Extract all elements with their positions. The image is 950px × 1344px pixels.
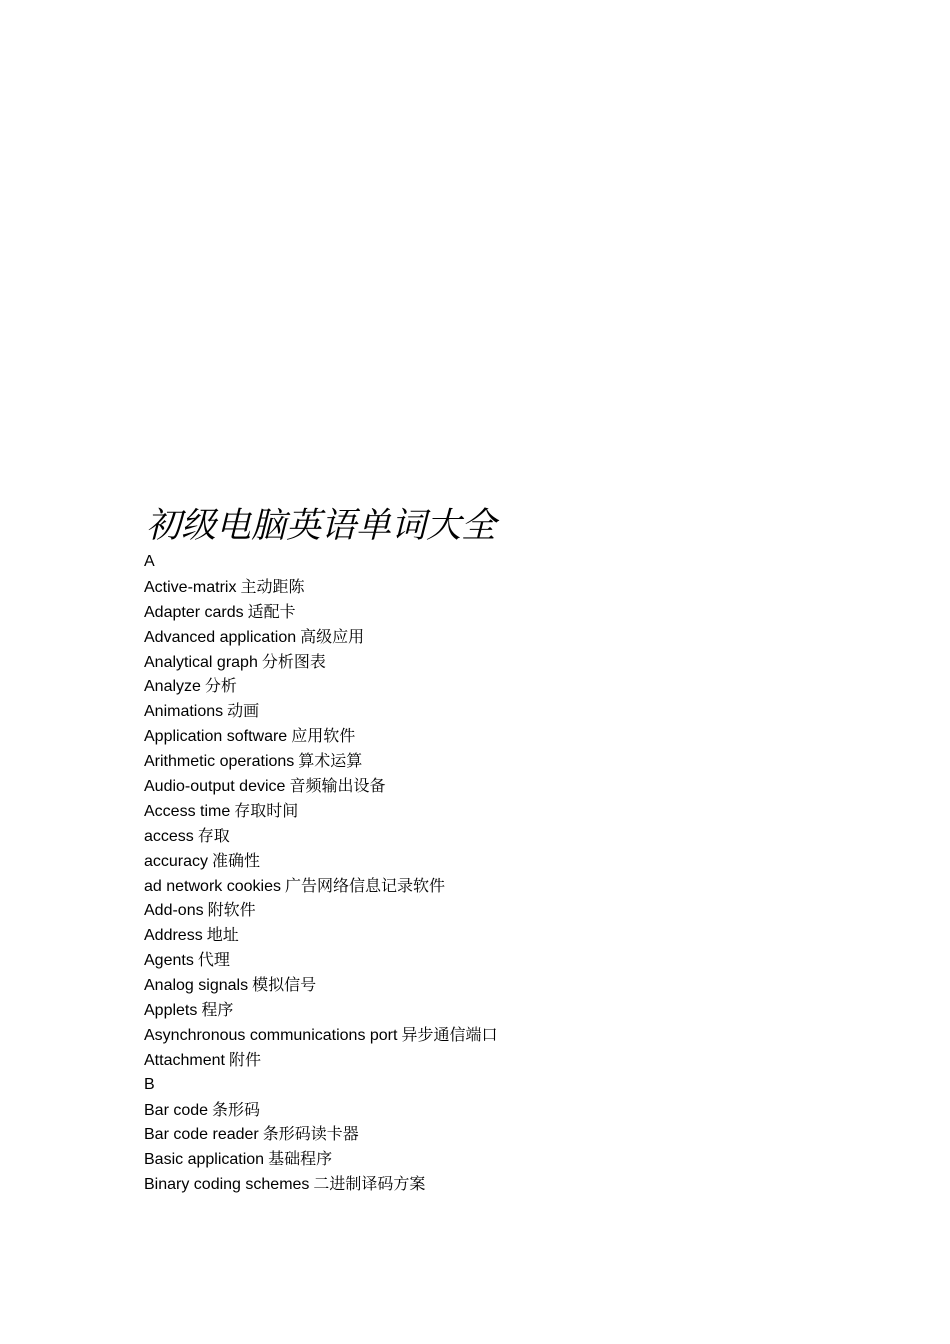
entry-english: Arithmetic operations: [144, 753, 295, 771]
vocabulary-entry: [144, 724, 497, 749]
entry-english: Analog signals: [144, 977, 249, 995]
entry-chinese: 高级应用: [300, 626, 365, 646]
entry-chinese: 算术运算: [298, 751, 363, 771]
vocabulary-entry: [144, 998, 497, 1023]
entry-english: accuracy: [144, 852, 209, 870]
vocabulary-entry: [144, 799, 497, 824]
entry-english: Basic application: [144, 1151, 265, 1169]
entry-english: Active-matrix: [144, 578, 237, 596]
entry-english: Animations: [144, 703, 224, 721]
vocabulary-entry: [144, 674, 497, 699]
entry-english: Advanced application: [144, 628, 297, 646]
entry-english: Application software: [144, 728, 288, 746]
entry-english: Analytical graph: [144, 653, 258, 671]
entry-english: Add-ons: [144, 902, 204, 920]
entry-english: Access time: [144, 802, 231, 820]
page-title: 初级电脑英语单词大全: [146, 506, 497, 546]
entry-chinese: 附件: [228, 1049, 261, 1069]
entry-chinese: 存取: [197, 825, 230, 845]
entry-chinese: 代理: [197, 950, 230, 970]
vocabulary-entry: [144, 1172, 497, 1197]
vocabulary-entry: [144, 1023, 497, 1048]
entry-chinese: 二进制译码方案: [313, 1174, 426, 1194]
vocabulary-entry: [144, 699, 497, 724]
vocabulary-entry: [144, 774, 497, 799]
entry-chinese: 适配卡: [247, 601, 296, 621]
section-letter: [144, 550, 497, 575]
vocabulary-entry: [144, 1147, 497, 1172]
vocabulary-entry: [144, 1048, 497, 1073]
entry-english: Binary coding schemes: [144, 1176, 310, 1194]
vocabulary-entry: [144, 824, 497, 849]
entry-chinese: 异步通信端口: [401, 1024, 498, 1044]
entry-english: Agents: [144, 952, 194, 970]
entry-english: A: [144, 553, 155, 570]
entry-english: Bar code: [144, 1101, 209, 1119]
entry-chinese: 存取时间: [234, 800, 299, 820]
vocabulary-entry: [144, 650, 497, 675]
entry-chinese: 程序: [201, 1000, 234, 1020]
vocabulary-entry: [144, 749, 497, 774]
vocabulary-entry: [144, 575, 497, 600]
entry-chinese: 条形码读卡器: [262, 1124, 359, 1144]
vocabulary-entry: [144, 600, 497, 625]
entry-english: Bar code reader: [144, 1126, 259, 1144]
entry-chinese: 基础程序: [268, 1149, 333, 1169]
section-letter: [144, 1073, 497, 1098]
entry-chinese: 条形码: [212, 1099, 261, 1119]
entry-english: Adapter cards: [144, 603, 244, 621]
entry-chinese: 主动距陈: [240, 576, 305, 596]
vocabulary-entry: [144, 948, 497, 973]
entry-english: Applets: [144, 1002, 198, 1020]
vocabulary-entry: [144, 1098, 497, 1123]
entry-english: ad network cookies: [144, 877, 281, 895]
entry-english: Audio-output device: [144, 778, 286, 796]
vocabulary-entry: [144, 1122, 497, 1147]
entry-chinese: 分析图表: [261, 651, 326, 671]
vocabulary-entry: [144, 923, 497, 948]
entry-english: Attachment: [144, 1051, 225, 1069]
entry-chinese: 模拟信号: [252, 975, 317, 995]
entry-chinese: 准确性: [212, 850, 261, 870]
vocabulary-entry: [144, 625, 497, 650]
entry-english: access: [144, 827, 194, 845]
entry-chinese: 动画: [227, 701, 260, 721]
entry-english: Asynchronous communications port: [144, 1026, 398, 1044]
entry-english: B: [144, 1075, 155, 1093]
entry-chinese: 附软件: [207, 900, 256, 920]
entry-chinese: 音频输出设备: [289, 776, 386, 796]
vocabulary-list: [144, 550, 497, 1197]
vocabulary-entry: [144, 898, 497, 923]
vocabulary-entry: [144, 973, 497, 998]
entry-chinese: 广告网络信息记录软件: [284, 875, 445, 895]
entry-english: Analyze: [144, 678, 201, 696]
entry-chinese: 分析: [204, 676, 237, 696]
vocabulary-entry: [144, 849, 497, 874]
vocabulary-entry: [144, 874, 497, 899]
entry-chinese: 地址: [206, 925, 239, 945]
entry-english: Address: [144, 927, 203, 945]
entry-chinese: 应用软件: [291, 726, 356, 746]
